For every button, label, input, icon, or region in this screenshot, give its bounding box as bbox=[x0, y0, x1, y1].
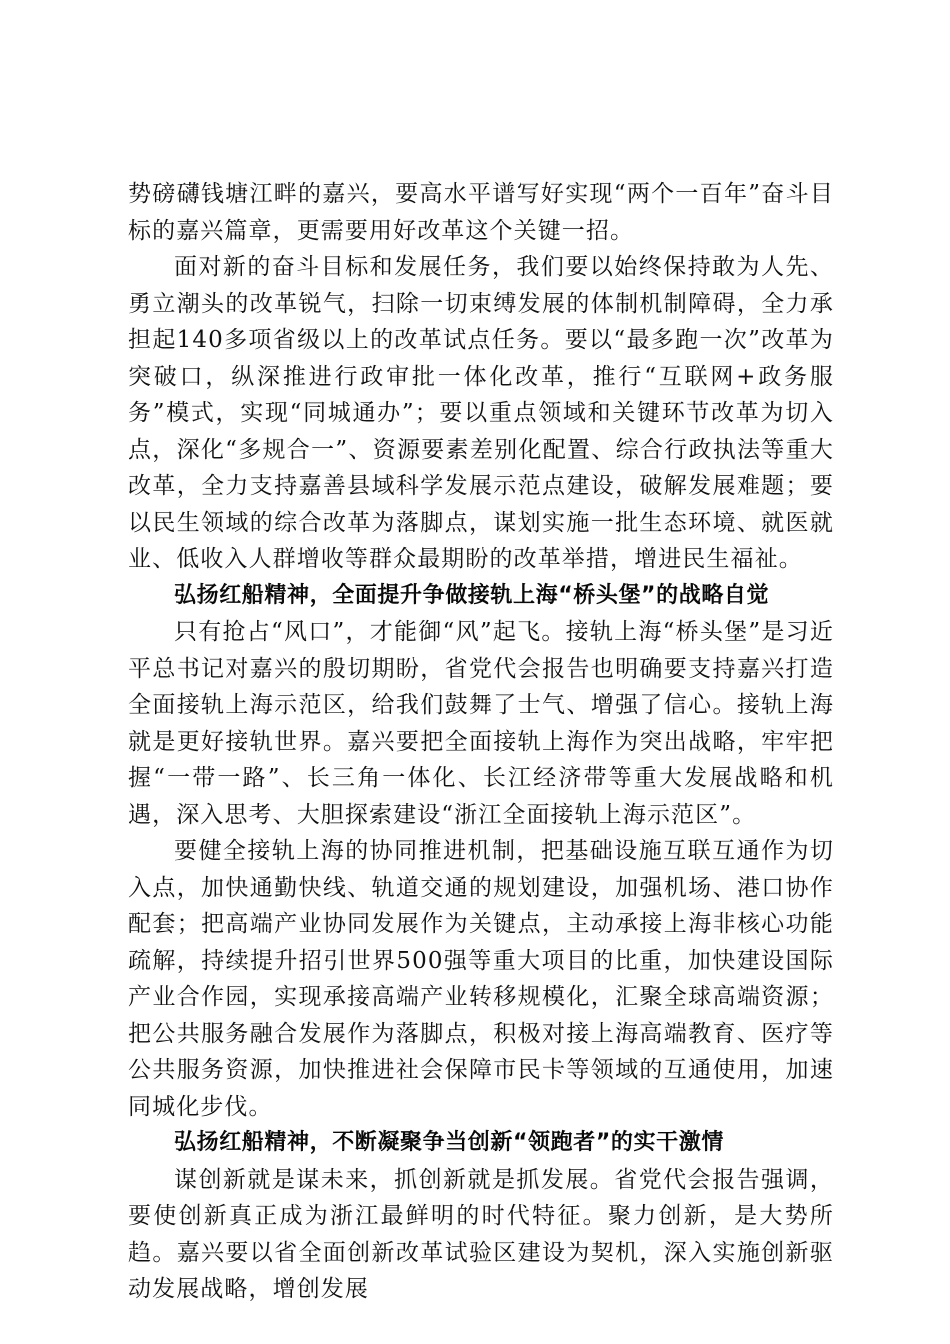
section-heading-shanghai: 弘扬红船精神，全面提升争做接轨上海“桥头堡”的战略自觉 bbox=[174, 582, 770, 608]
paragraph-shanghai-intro: 只有抢占“风口”，才能御“风”起飞。接轨上海“桥头堡”是习近平总书记对嘉兴的殷切期盼，省党代会报告也明确要支持嘉兴打造全面接轨上海示范区，给我们鼓舞了士气、增强了信心。接轨上海就是更好接轨世界。嘉兴要把全面接轨上海作为突出战略，牢牢把握“一带一路”、长三角一体化、长江经济带等重大发展战略和机遇，深入思考、大胆探索建设“浙江全面接轨上海示范区”。 bbox=[128, 619, 834, 828]
paragraph-continuation: 势磅礴钱塘江畔的嘉兴，要高水平谱写好实现“两个一百年”奋斗目标的嘉兴篇章，更需要用好改革这个关键一招。 bbox=[128, 181, 834, 244]
section-heading-innovation: 弘扬红船精神，不断凝聚争当创新“领跑者”的实干激情 bbox=[174, 1130, 724, 1155]
paragraph-innovation: 谋创新就是谋未来，抓创新就是抓发展。省党代会报告强调，要使创新真正成为浙江最鲜明的时代特征。聚力创新，是大势所趋。嘉兴要以省全面创新改革试验区建设为契机，深入实施创新驱动发展战略，增创发展 bbox=[128, 1166, 834, 1302]
document-page bbox=[128, 176, 834, 1308]
paragraph-shanghai-mechanism: 要健全接轨上海的协同推进机制，把基础设施互联互通作为切入点，加快通勤快线、轨道交通的规划建设，加强机场、港口协作配套；把高端产业协同发展作为关键点，主动承接上海非核心功能疏解，持续提升招引世界500强等重大项目的比重，加快建设国际产业合作园，实现承接高端产业转移规模化，汇聚全球高端资源；把公共服务融合发展作为落脚点，积极对接上海高端教育、医疗等公共服务资源，加快推进社会保障市民卡等领域的互通使用，加速同城化步伐。 bbox=[128, 838, 834, 1120]
paragraph-reform-tasks: 面对新的奋斗目标和发展任务，我们要以始终保持敢为人先、勇立潮头的改革锐气，扫除一切束缚发展的体制机制障碍，全力承担起140多项省级以上的改革试点任务。要以“最多跑一次”改革为突破口，纵深推进行政审批一体化改革，推行“互联网+政务服务”模式，实现“同城通办”；要以重点领域和关键环节改革为切入点，深化“多规合一”、资源要素差别化配置、综合行政执法等重大改革，全力支持嘉善县域科学发展示范点建设，破解发展难题；要以民生领域的综合改革为落脚点，谋划实施一批生态环境、就医就业、低收入人群增收等群众最期盼的改革举措，增进民生福祉。 bbox=[128, 254, 834, 572]
